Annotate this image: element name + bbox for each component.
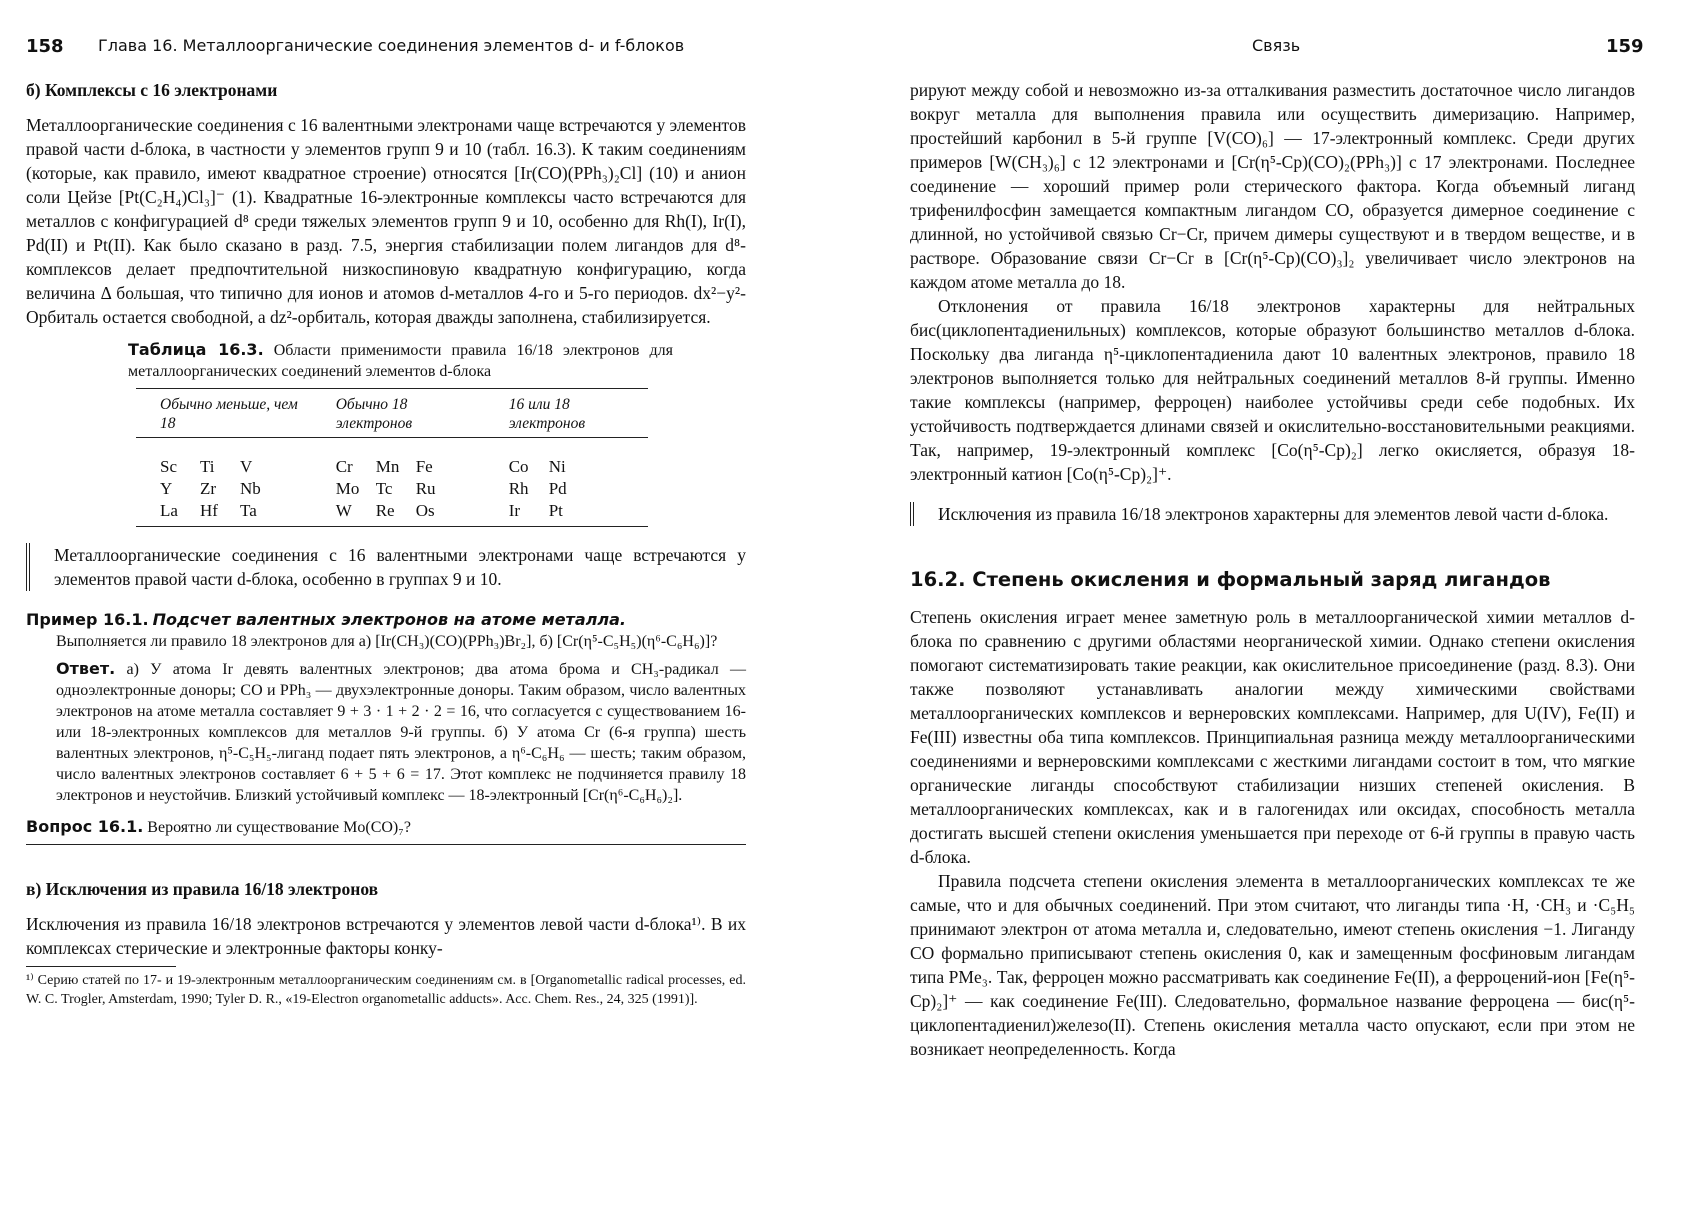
element-cell: Cr (335, 457, 353, 476)
table-electron-rule (136, 388, 648, 527)
element-cell: Ni (548, 457, 566, 476)
example-question: Выполняется ли правило 18 электронов для а) [Ir(CH₃)(CO)(PPh₃)Br₂], б) [Cr(η⁵-C₅H₅)(η⁶-C₆H₆)]? (56, 633, 718, 650)
footnote-rule (26, 966, 176, 967)
right-paragraph-4: Правила подсчета степени окисления элемента в металлоорганических комплексах те же самые, что и для обычных соединений. При этом считают, что лиганды типа ·H, ·CH₃ и ·C₅H₅ принимают электрон от атома металла и, следовательно, имеют степень окисления −1. Лиганду CO формально приписывают степень окисления 0, как и замещенным фосфиновым лигандам типа PMe₃. Так, ферроцен можно рассматривать как соединение Fe(II), а ферроцений-ион [Fe(η⁵-Cp)₂]⁺ — как соединение Fe(III). Следовательно, формальное название ферроцена — бис(η⁵-циклопентадиенил)железо(II). Степень окисления металла часто опускают, если при этом не возникает неопределенность. Когда (910, 871, 1635, 1059)
left-page-number: 158 (26, 36, 64, 57)
element-cell: Fe (415, 457, 433, 476)
table-header-18: Обычно 18 электронов (312, 389, 485, 438)
element-cell: Zr (200, 479, 217, 498)
element-cell: Mn (375, 457, 400, 476)
answer-label: Ответ. (56, 659, 116, 678)
right-paragraph-1: рируют между собой и невозможно из-за отталкивания разместить достаточное число лигандов вокруг металла для выполнения правила или осуществить димеризацию. Например, простейший карбонил в 5-й группе [V(CO)₆] — 17-электронный комплекс. Среди других примеров [W(CH₃)₆] с 12 электронами и [Cr(η⁵-Cp)(CO)₂(PPh₃)] с 17 электронами. Последнее соединение — хороший пример роли стерического фактора. Когда объемный лиганд трифенилфосфин замещается компактным лигандом CO, образуется димерное соединение с длинной, но устойчивой связью Cr−Cr, причем димеры существуют и в твердом веществе, и в растворе. Образование связи Cr−Cr в [Cr(η⁵-Cp)(CO)₃]₂ увеличивает число электронов на каждом атоме металла до 18. (910, 80, 1635, 292)
right-paragraph-2: Отклонения от правила 16/18 электронов характерны для нейтральных бис(циклопентадиенильных) комплексов, которые образуют большинство металлов d-блока. Поскольку два лиганда η⁵-циклопентадиенила дают 10 валентных электронов, правило 18 электронов выполняется только для нейтральных соединений металлов 8-й группы. Именно такие комплексы (например, ферроцен) наиболее устойчивы среди себе подобных. Их устойчивость подтверждается длинами связей и окислительно-восстановительными реакциями. Так, например, 19-электронный комплекс [Co(η⁵-Cp)₂] легко окисляется, образуя 18-электронный катион [Co(η⁵-Cp)₂]⁺. (910, 296, 1635, 484)
table-caption-label: Таблица 16.3. (128, 340, 264, 359)
question-label: Вопрос 16.1. (26, 817, 144, 836)
table-caption-text: Области применимости правила 16/18 электронов для металлоорганических соединений элементов d-блока (128, 342, 674, 380)
section-v-title: в) Исключения из правила 16/18 электронов (26, 879, 379, 899)
table-header-less-than-18: Обычно меньше, чем 18 (136, 389, 312, 438)
right-page-number: 159 (1606, 36, 1644, 57)
section-b-title: б) Комплексы с 16 электронами (26, 80, 278, 100)
question-text: Вероятно ли существование Mo(CO)₇? (147, 819, 411, 836)
element-cell: Y (160, 479, 173, 498)
example-title: Подсчет валентных электронов на атоме металла. (152, 610, 626, 629)
example-answer (56, 658, 746, 806)
element-cell: Ir (508, 501, 521, 520)
example-bottom-rule (26, 844, 746, 845)
example-heading (26, 609, 746, 631)
summary-note-left: Металлоорганические соединения с 16 валентными электронами чаще встречаются у элементов правой части d-блока, особенно в группах 9 и 10. (26, 543, 746, 591)
element-cell: Ta (240, 501, 257, 520)
element-cell: Mo (335, 479, 360, 498)
table-16-3 (128, 339, 673, 527)
table-header-16-or-18: 16 или 18 электронов (485, 389, 648, 438)
element-cell: Hf (200, 501, 218, 520)
footnote-1: ¹⁾ Серию статей по 17- и 19-электронным металлоорганическим соединениям см. в [Organometallic radical processes, ed. W. C. Trogler, Amsterdam, 1990; Tyler D. R., «19-Electron organometallic adducts». Acc. Chem. Res., 24, 325 (1991)]. (26, 973, 746, 1007)
table-row (136, 438, 648, 479)
section-16-2-title: 16.2. Степень окисления и формальный заряд лигандов (910, 568, 1551, 591)
element-cell: Co (508, 457, 529, 476)
summary-note-right: Исключения из правила 16/18 электронов характерны для элементов левой части d-блока. (910, 502, 1635, 526)
example-label: Пример 16.1. (26, 610, 149, 629)
element-cell: V (240, 457, 253, 476)
table-row (136, 500, 648, 527)
left-paragraph-1: Металлоорганические соединения с 16 валентными электронами чаще встречаются у элементов правой части d-блока, в частности у элементов групп 9 и 10 (табл. 16.3). К таким соединениям (которые, как правило, имеют квадратное строение) относятся [Ir(CO)(PPh₃)₂Cl] (10) и анион соли Цейзе [Pt(C₂H₄)Cl₃]⁻ (1). Квадратные 16-электронные комплексы часто встречаются для металлов с конфигурацией d⁸ среди тяжелых элементов групп 9 и 10, особенно для Rh(I), Ir(I), Pd(II) и Pt(II). Как было сказано в разд. 7.5, энергия стабилизации полем лигандов для d⁸-комплексов делает предпочтительной низкоспиновую квадратную конфигурацию, когда величина Δ большая, что типично для ионов и атомов d-металлов 4-го и 5-го периодов. dx²−y²-Орбиталь остается свободной, а dz²-орбиталь, которая дважды заполнена, стабилизируется. (26, 115, 746, 327)
left-running-title: Глава 16. Металлоорганические соединения элементов d- и f-блоков (98, 36, 685, 55)
left-paragraph-2: Исключения из правила 16/18 электронов встречаются у элементов левой части d-блока¹⁾. В их комплексах стерические и электронные факторы конку- (26, 914, 746, 958)
element-cell: Ru (415, 479, 436, 498)
element-cell: Re (375, 501, 395, 520)
element-cell: Os (415, 501, 435, 520)
table-row (136, 478, 648, 500)
element-cell: Ti (200, 457, 215, 476)
table-caption (128, 339, 673, 382)
question-16-1 (26, 816, 746, 838)
answer-text: а) У атома Ir девять валентных электронов; два атома брома и CH₃-радикал — одноэлектронные доноры; CO и PPh₃ — двухэлектронные доноры. Таким образом, число валентных электронов на атоме металла составляет 9 + 3 · 1 + 2 · 2 = 16, что согласуется с существованием 16- или 18-электронных комплексов для металлов 9-й группы. б) У атома Cr (6-я группа) шесть валентных электронов, η⁵-C₅H₅-лиганд подает пять электронов, а η⁶-C₆H₆ — шесть; таким образом, число валентных электронов составляет 6 + 5 + 6 = 17. Этот комплекс не подчиняется правилу 18 электронов и неустойчив. Близкий устойчивый комплекс — 18-электронный [Cr(η⁶-C₆H₆)₂]. (56, 661, 747, 804)
right-page-column (910, 78, 1635, 1061)
element-cell: Tc (375, 479, 393, 498)
right-running-title: Связь (1252, 36, 1301, 55)
element-cell: Rh (508, 479, 529, 498)
element-cell: Nb (240, 479, 261, 498)
left-page-column (26, 78, 746, 1009)
right-paragraph-3: Степень окисления играет менее заметную роль в металлоорганической химии металлов d-блока по сравнению с другими областями неорганической химии. Однако степени окисления помогают систематизировать такие реакции, как окислительное присоединение (разд. 8.3). Они также позволяют устанавливать аналогии между химическими свойствами металлоорганических комплексов и вернеровских комплексами. Например, для U(IV), Fe(II) и Fe(III) известны оба типа комплексов. Принципиальная разница между металлоорганическими соединениями и вернеровскими комплексами с жесткими лигандами состоит в том, что мягкие органические лиганды способствуют стабилизации низших степеней окисления. В металлоорганических комплексах, как и в галогенидах или оксидах, способность металла достигать высшей степени окисления уменьшается при переходе от 6-й группы в правую часть d-блока. (910, 607, 1635, 867)
example-16-1 (26, 609, 746, 845)
element-cell: W (335, 501, 352, 520)
element-cell: Sc (160, 457, 177, 476)
element-cell: La (160, 501, 178, 520)
element-cell: Pd (548, 479, 567, 498)
element-cell: Pt (548, 501, 563, 520)
